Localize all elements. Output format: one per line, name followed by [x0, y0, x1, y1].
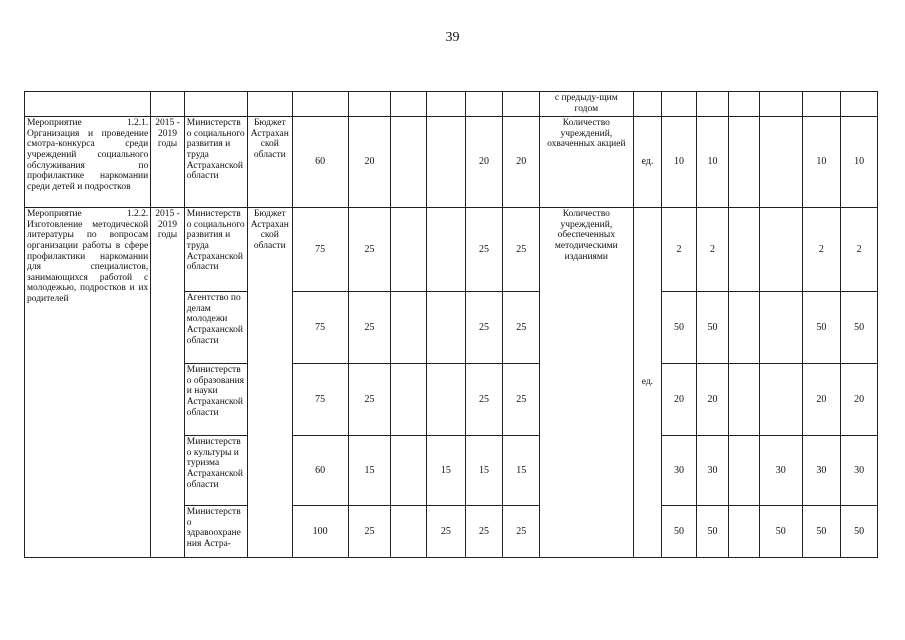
executor-cell: Агентство по делам молодежи Астраханской области: [184, 292, 247, 364]
unit-cell: ед.: [633, 208, 662, 558]
continued-header-row: [25, 92, 878, 117]
unit-cell: ед.: [633, 117, 662, 208]
y2-cell: [391, 117, 427, 208]
y2-cell: [391, 208, 427, 292]
i6-cell: 50: [841, 506, 878, 558]
i1-cell: 20: [662, 364, 697, 436]
y3-cell: [427, 208, 466, 292]
measure-1-2-2-row: [25, 208, 878, 292]
i3-cell: [729, 364, 760, 436]
total-cell: 75: [292, 208, 348, 292]
y3-cell: [427, 364, 466, 436]
y5-cell: 20: [503, 117, 540, 208]
y1-cell: 25: [348, 292, 391, 364]
y5-cell: 25: [503, 364, 540, 436]
i5-cell: 50: [802, 506, 841, 558]
y4-cell: 25: [465, 506, 503, 558]
years-cell: 2015 - 2019 годы: [151, 117, 185, 208]
y1-cell: 15: [348, 436, 391, 506]
y4-cell: 20: [465, 117, 503, 208]
i5-cell: 10: [802, 117, 841, 208]
total-cell: 60: [292, 117, 348, 208]
executor-cell: Министерство культуры и туризма Астраханской области: [184, 436, 247, 506]
y3-cell: [427, 117, 466, 208]
executor-cell: Министерство образования и науки Астраханской области: [184, 364, 247, 436]
measure-cell: Мероприятие 1.2.1. Организация и проведение смотра-конкурса среди учреждений социального обслуживания по профилактике наркомании среди детей и подростков: [25, 117, 151, 208]
i1-cell: 30: [662, 436, 697, 506]
i1-cell: 50: [662, 292, 697, 364]
y4-cell: 15: [465, 436, 503, 506]
i2-cell: 50: [696, 506, 729, 558]
i1-cell: 2: [662, 208, 697, 292]
total-cell: 60: [292, 436, 348, 506]
i3-cell: [729, 436, 760, 506]
i4-cell: 30: [759, 436, 802, 506]
source-cell: Бюджет Астраханской области: [247, 208, 292, 558]
y1-cell: 20: [348, 117, 391, 208]
y1-cell: 25: [348, 208, 391, 292]
page-number: 39: [445, 30, 460, 45]
y1-cell: 25: [348, 364, 391, 436]
i2-cell: 30: [696, 436, 729, 506]
measure-cell: Мероприятие 1.2.2. Изготовление методической литературы по вопросам организации работы в сфере профилактики наркомании для специалистов, занимающихся работой с молодежью, подростков и их родителей: [25, 208, 151, 558]
i5-cell: 20: [802, 364, 841, 436]
y5-cell: 25: [503, 506, 540, 558]
measure-1-2-1-row: [25, 117, 878, 208]
y1-cell: 25: [348, 506, 391, 558]
total-cell: 75: [292, 292, 348, 364]
i3-cell: [729, 117, 760, 208]
executor-cell: Министерство здравоохранения Астра-: [184, 506, 247, 558]
i1-cell: 50: [662, 506, 697, 558]
i6-cell: 2: [841, 208, 878, 292]
y2-cell: [391, 364, 427, 436]
i1-cell: 10: [662, 117, 697, 208]
i5-cell: 50: [802, 292, 841, 364]
i5-cell: 2: [802, 208, 841, 292]
y3-cell: [427, 292, 466, 364]
i3-cell: [729, 292, 760, 364]
i4-cell: [759, 292, 802, 364]
program-table: [24, 91, 878, 558]
indicator-cell: Количество учреждений, охваченных акцией: [540, 117, 634, 208]
years-cell: 2015 - 2019 годы: [151, 208, 185, 558]
i2-cell: 10: [696, 117, 729, 208]
y2-cell: [391, 292, 427, 364]
source-cell: Бюджет Астраханской области: [247, 117, 292, 208]
y4-cell: 25: [465, 364, 503, 436]
y4-cell: 25: [465, 292, 503, 364]
y3-cell: 15: [427, 436, 466, 506]
y2-cell: [391, 506, 427, 558]
i4-cell: 50: [759, 506, 802, 558]
total-cell: 100: [292, 506, 348, 558]
i6-cell: 50: [841, 292, 878, 364]
y5-cell: 15: [503, 436, 540, 506]
i5-cell: 30: [802, 436, 841, 506]
i4-cell: [759, 117, 802, 208]
i4-cell: [759, 364, 802, 436]
i6-cell: 30: [841, 436, 878, 506]
i4-cell: [759, 208, 802, 292]
i6-cell: 10: [841, 117, 878, 208]
y5-cell: 25: [503, 208, 540, 292]
total-cell: 75: [292, 364, 348, 436]
i3-cell: [729, 208, 760, 292]
indicator-cell: Количество учреждений, обеспеченных методическими изданиями: [540, 208, 634, 558]
y5-cell: 25: [503, 292, 540, 364]
y4-cell: 25: [465, 208, 503, 292]
y3-cell: 25: [427, 506, 466, 558]
executor-cell: Министерство социального развития и труда Астраханской области: [184, 208, 247, 292]
executor-cell: Министерство социального развития и труда Астраханской области: [184, 117, 247, 208]
i2-cell: 2: [696, 208, 729, 292]
i2-cell: 50: [696, 292, 729, 364]
y2-cell: [391, 436, 427, 506]
i6-cell: 20: [841, 364, 878, 436]
i2-cell: 20: [696, 364, 729, 436]
i3-cell: [729, 506, 760, 558]
indicator-cont: с предыду-щим годом: [540, 92, 634, 117]
